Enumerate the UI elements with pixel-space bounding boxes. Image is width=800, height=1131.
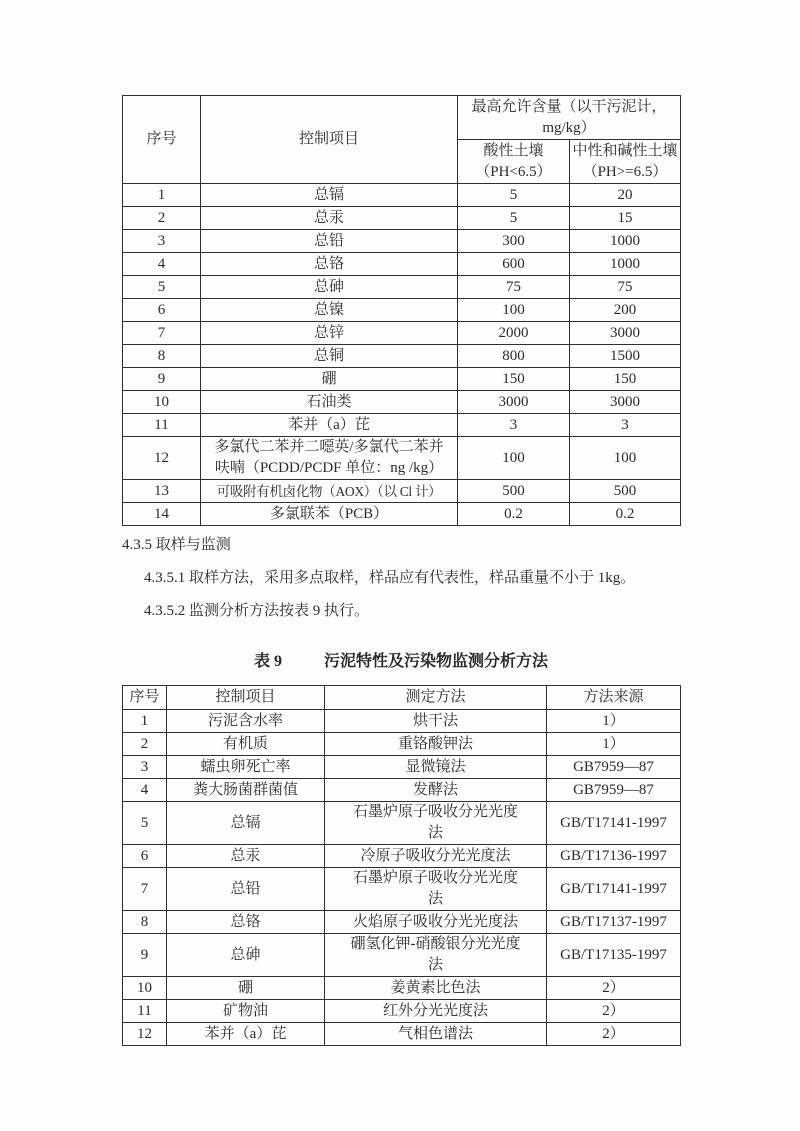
table-row xyxy=(123,710,681,733)
table-row xyxy=(123,322,681,345)
table-cell: 气相色谱法 xyxy=(325,1023,547,1046)
table-cell: 5 xyxy=(123,276,201,299)
table-row xyxy=(123,391,681,414)
table-cell: 3 xyxy=(458,414,570,437)
table-cell: 总镉 xyxy=(167,802,325,845)
table-row xyxy=(123,253,681,276)
header-cell-no: 序号 xyxy=(123,686,167,710)
table-cell: 总镍 xyxy=(201,299,458,322)
table-cell: 3 xyxy=(123,756,167,779)
table-row xyxy=(123,934,681,977)
table-cell: 石油类 xyxy=(201,391,458,414)
table-cell: GB7959—87 xyxy=(547,756,681,779)
table-cell: 4 xyxy=(123,253,201,276)
table-cell: 9 xyxy=(123,368,201,391)
paragraph-4-3-5-1: 4.3.5.1 取样方法，采用多点取样，样品应有代表性，样品重量不小于 1kg。 xyxy=(144,570,636,586)
table-cell: 1） xyxy=(547,710,681,733)
table-cell: 总铜 xyxy=(201,345,458,368)
table-cell: 7 xyxy=(123,868,167,911)
table-cell: GB/T17135-1997 xyxy=(547,934,681,977)
table-cell: 姜黄素比色法 xyxy=(325,977,547,1000)
table-cell: 1500 xyxy=(570,345,681,368)
table-cell: 10 xyxy=(123,977,167,1000)
table-cell: 75 xyxy=(570,276,681,299)
table-row xyxy=(123,437,681,480)
table-row xyxy=(123,733,681,756)
monitoring-method-table-header xyxy=(123,686,681,710)
table-cell: GB/T17136-1997 xyxy=(547,845,681,868)
table-cell: 烘干法 xyxy=(325,710,547,733)
table-row xyxy=(123,184,681,207)
table-row xyxy=(123,345,681,368)
table-row xyxy=(123,845,681,868)
header-cell-item: 控制项目 xyxy=(167,686,325,710)
table-cell: 2 xyxy=(123,207,201,230)
table-cell: 100 xyxy=(458,437,570,480)
table9-caption xyxy=(122,648,680,671)
table-cell: 总铬 xyxy=(167,911,325,934)
table-cell: 0.2 xyxy=(570,503,681,526)
table-cell: 火焰原子吸收分光光度法 xyxy=(325,911,547,934)
table-cell: 硼 xyxy=(201,368,458,391)
table-cell: 5 xyxy=(458,184,570,207)
table-cell: 苯并（a）芘 xyxy=(201,414,458,437)
table-cell: 500 xyxy=(570,480,681,503)
table-cell: 总锌 xyxy=(201,322,458,345)
table-cell: 矿物油 xyxy=(167,1000,325,1023)
table-cell: 11 xyxy=(123,1000,167,1023)
table-cell: 苯并（a）芘 xyxy=(167,1023,325,1046)
table-cell: 2000 xyxy=(458,322,570,345)
table-cell: 总铬 xyxy=(201,253,458,276)
table-cell: 200 xyxy=(570,299,681,322)
header-cell-method: 测定方法 xyxy=(325,686,547,710)
table-row xyxy=(123,480,681,503)
table-cell: 发酵法 xyxy=(325,779,547,802)
table-cell: 红外分光光度法 xyxy=(325,1000,547,1023)
table-cell: 5 xyxy=(458,207,570,230)
table-cell: 100 xyxy=(458,299,570,322)
table-cell: 500 xyxy=(458,480,570,503)
table-row xyxy=(123,414,681,437)
table-cell: 13 xyxy=(123,480,201,503)
table-cell: 粪大肠菌群菌值 xyxy=(167,779,325,802)
table-cell: 3000 xyxy=(458,391,570,414)
table9-caption-title: 污泥特性及污染物监测分析方法 xyxy=(324,653,549,670)
table-cell: 2 xyxy=(123,733,167,756)
table-cell: 6 xyxy=(123,299,201,322)
table-row xyxy=(123,911,681,934)
table-row xyxy=(123,756,681,779)
table-cell: GB7959—87 xyxy=(547,779,681,802)
table-row xyxy=(123,1023,681,1046)
header-cell-no: 序号 xyxy=(123,96,201,184)
header-cell-source: 方法来源 xyxy=(547,686,681,710)
table-cell: 0.2 xyxy=(458,503,570,526)
table-cell: 150 xyxy=(570,368,681,391)
table-cell: 总汞 xyxy=(167,845,325,868)
table-cell: 12 xyxy=(123,437,201,480)
table-cell: 15 xyxy=(570,207,681,230)
table-cell: 1 xyxy=(123,710,167,733)
table-row xyxy=(123,503,681,526)
table-cell: 8 xyxy=(123,911,167,934)
table-cell: 总铅 xyxy=(167,868,325,911)
table-cell: 总镉 xyxy=(201,184,458,207)
table-cell: 污泥含水率 xyxy=(167,710,325,733)
table-cell: 150 xyxy=(458,368,570,391)
table-cell: 10 xyxy=(123,391,201,414)
table-cell: 3 xyxy=(123,230,201,253)
table-cell: 总汞 xyxy=(201,207,458,230)
table-cell: 重铬酸钾法 xyxy=(325,733,547,756)
table-cell: 1） xyxy=(547,733,681,756)
table-row xyxy=(123,368,681,391)
table-cell: 硼氢化钾-硝酸银分光光度法 xyxy=(325,934,547,977)
table-cell: 75 xyxy=(458,276,570,299)
table-cell: 1 xyxy=(123,184,201,207)
table-cell: 总铅 xyxy=(201,230,458,253)
table-cell: 冷原子吸收分光光度法 xyxy=(325,845,547,868)
table-cell: 3 xyxy=(570,414,681,437)
page-content xyxy=(122,95,680,1046)
table-cell: 600 xyxy=(458,253,570,276)
table-row xyxy=(123,977,681,1000)
table-cell: 12 xyxy=(123,1023,167,1046)
table-cell: 石墨炉原子吸收分光光度法 xyxy=(325,802,547,845)
table-cell: 2） xyxy=(547,1023,681,1046)
table-cell: 7 xyxy=(123,322,201,345)
table-cell: 11 xyxy=(123,414,201,437)
table-cell: 4 xyxy=(123,779,167,802)
table-cell: GB/T17141-1997 xyxy=(547,868,681,911)
table-cell: GB/T17137-1997 xyxy=(547,911,681,934)
table-row xyxy=(123,868,681,911)
table-cell: 有机质 xyxy=(167,733,325,756)
table-cell: 5 xyxy=(123,802,167,845)
table-row xyxy=(123,802,681,845)
sludge-limit-table xyxy=(122,95,681,526)
table-cell: 3000 xyxy=(570,322,681,345)
table-cell: 总砷 xyxy=(167,934,325,977)
header-cell-acid-soil: 酸性土壤（PH<6.5） xyxy=(458,140,570,184)
table-cell: 8 xyxy=(123,345,201,368)
table-cell: 300 xyxy=(458,230,570,253)
table-cell: 可吸附有机卤化物（AOX）（以 Cl 计） xyxy=(201,480,458,503)
table-cell: 总砷 xyxy=(201,276,458,299)
table-cell: 石墨炉原子吸收分光光度法 xyxy=(325,868,547,911)
table-cell: 蠕虫卵死亡率 xyxy=(167,756,325,779)
table-cell: 多氯代二苯并二噁英/多氯代二苯并呋喃（PCDD/PCDF 单位：ng /kg） xyxy=(201,437,458,480)
table-cell: 800 xyxy=(458,345,570,368)
sludge-limit-table-body xyxy=(123,184,681,526)
table9-caption-label: 表 9 xyxy=(253,653,282,670)
monitoring-method-table-body xyxy=(123,710,681,1046)
header-cell-max-allowed: 最高允许含量（以干污泥计，mg/kg） xyxy=(458,96,681,140)
table-cell: 多氯联苯（PCB） xyxy=(201,503,458,526)
table-row xyxy=(123,276,681,299)
sludge-limit-table-header xyxy=(123,96,681,184)
table-cell: 100 xyxy=(570,437,681,480)
table-cell: 显微镜法 xyxy=(325,756,547,779)
table-cell: GB/T17141-1997 xyxy=(547,802,681,845)
table-cell: 3000 xyxy=(570,391,681,414)
table-cell: 14 xyxy=(123,503,201,526)
table-cell: 9 xyxy=(123,934,167,977)
table-row xyxy=(123,299,681,322)
table-cell: 硼 xyxy=(167,977,325,1000)
table-cell: 2） xyxy=(547,977,681,1000)
monitoring-method-table xyxy=(122,685,681,1046)
header-cell-neutral-soil: 中性和碱性土壤（PH>=6.5） xyxy=(570,140,681,184)
table-cell: 1000 xyxy=(570,253,681,276)
table-row xyxy=(123,779,681,802)
table-cell: 6 xyxy=(123,845,167,868)
table-row xyxy=(123,1000,681,1023)
header-cell-item: 控制项目 xyxy=(201,96,458,184)
table-cell: 2） xyxy=(547,1000,681,1023)
table-cell: 1000 xyxy=(570,230,681,253)
table-row xyxy=(123,207,681,230)
table-cell: 20 xyxy=(570,184,681,207)
table-row xyxy=(123,230,681,253)
paragraph-4-3-5-2: 4.3.5.2 监测分析方法按表 9 执行。 xyxy=(144,603,370,619)
section-heading-4-3-5: 4.3.5 取样与监测 xyxy=(122,537,231,553)
